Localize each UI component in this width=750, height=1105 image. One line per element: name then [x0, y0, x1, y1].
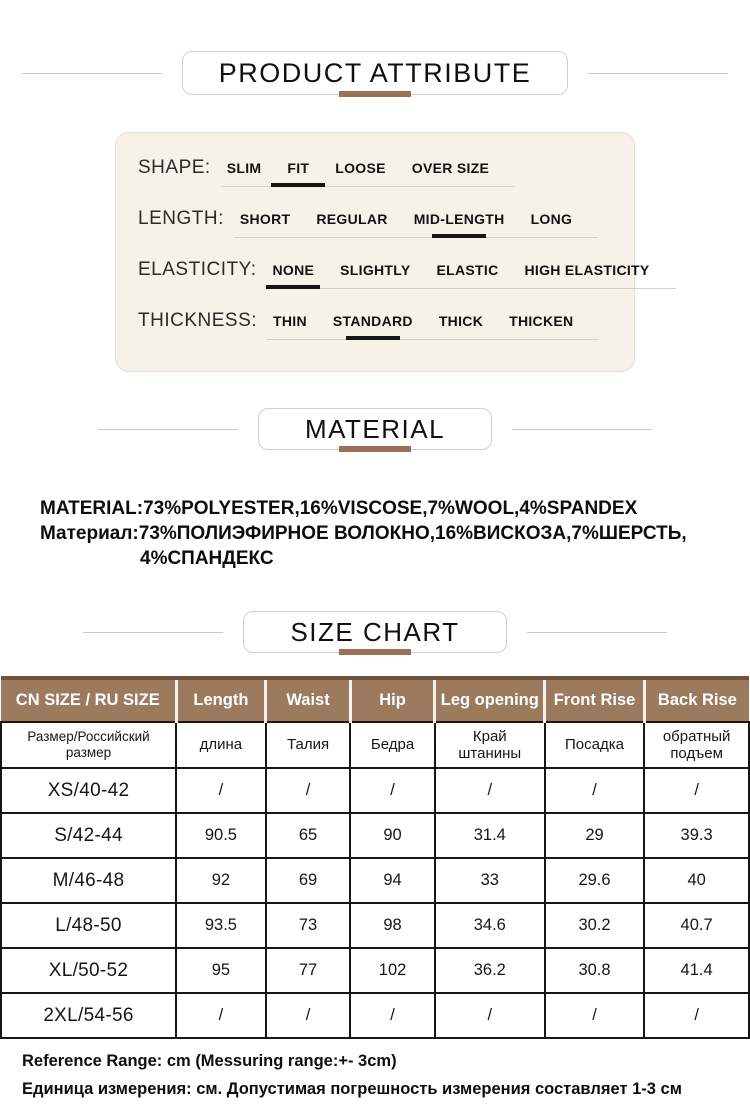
value-cell: 95	[176, 948, 266, 993]
option-over-size: OVER SIZE	[411, 160, 490, 176]
table-row-s	[1, 813, 749, 858]
material-composition	[0, 496, 750, 571]
value-cell: 94	[350, 858, 435, 903]
value-cell: 92	[176, 858, 266, 903]
value-cell: /	[545, 768, 644, 813]
section-header-product-attribute	[0, 51, 750, 95]
attribute-label-thickness: THICKNESS:	[138, 310, 258, 331]
option-none-selected: NONE	[272, 262, 315, 278]
col-header-size-ru: Размер/Российский размер	[1, 722, 176, 768]
value-cell: 102	[350, 948, 435, 993]
material-value-ru: 73%ПОЛИЭФИРНОЕ ВОЛОКНО,16%ВИСКОЗА,7%ШЕРСТЬ,	[138, 523, 687, 544]
value-cell: 41.4	[644, 948, 749, 993]
value-cell: 36.2	[435, 948, 545, 993]
col-header-hip: Hip	[350, 678, 435, 722]
attribute-options-length	[234, 211, 598, 238]
value-cell: /	[545, 993, 644, 1038]
value-cell: /	[266, 768, 351, 813]
value-cell: 40.7	[644, 903, 749, 948]
value-cell: 31.4	[435, 813, 545, 858]
value-cell: 29	[545, 813, 644, 858]
material-line-ru	[40, 521, 750, 546]
value-cell: 30.8	[545, 948, 644, 993]
option-regular: REGULAR	[316, 211, 388, 227]
table-row-2xl	[1, 993, 749, 1038]
option-slightly: SLIGHTLY	[340, 262, 411, 278]
col-header-waist: Waist	[266, 678, 351, 722]
option-short: SHORT	[239, 211, 291, 227]
value-cell: 73	[266, 903, 351, 948]
table-row-m	[1, 858, 749, 903]
material-label-en: MATERIAL:	[40, 498, 144, 519]
table-header-row-ru	[1, 722, 749, 768]
col-header-hip-ru: Бедра	[350, 722, 435, 768]
option-high-elasticity: HIGH ELASTICITY	[524, 262, 650, 278]
size-cell: XS/40-42	[1, 768, 176, 813]
col-header-size: CN SIZE / RU SIZE	[1, 678, 176, 722]
table-row-xl	[1, 948, 749, 993]
value-cell: 90	[350, 813, 435, 858]
value-cell: /	[350, 768, 435, 813]
col-header-waist-ru: Талия	[266, 722, 351, 768]
value-cell: /	[435, 768, 545, 813]
section-header-size-chart	[0, 611, 750, 653]
divider-line-left	[98, 429, 238, 430]
divider-line-left	[22, 73, 162, 74]
attribute-label-shape: SHAPE:	[138, 157, 211, 178]
value-cell: 90.5	[176, 813, 266, 858]
option-thicken: THICKEN	[509, 313, 574, 329]
col-header-back-rise-ru: обратный подъем	[644, 722, 749, 768]
value-cell: 69	[266, 858, 351, 903]
section-title-product-attribute: PRODUCT ATTRIBUTE	[182, 51, 569, 95]
col-header-front-rise: Front Rise	[545, 678, 644, 722]
value-cell: 93.5	[176, 903, 266, 948]
value-cell: 65	[266, 813, 351, 858]
attribute-row-elasticity	[138, 259, 650, 289]
attribute-row-thickness	[138, 310, 620, 340]
value-cell: /	[644, 993, 749, 1038]
product-detail-page	[0, 51, 750, 1099]
attribute-box	[115, 132, 650, 372]
table-row-l	[1, 903, 749, 948]
attribute-options-thickness	[267, 313, 599, 340]
attribute-label-elasticity: ELASTICITY:	[138, 259, 257, 280]
value-cell: 33	[435, 858, 545, 903]
option-thick: THICK	[438, 313, 484, 329]
option-slim: SLIM	[226, 160, 262, 176]
col-header-length-ru: длина	[176, 722, 266, 768]
divider-line-right	[512, 429, 652, 430]
table-row-xs	[1, 768, 749, 813]
size-cell: XL/50-52	[1, 948, 176, 993]
value-cell: 34.6	[435, 903, 545, 948]
measurement-notes	[22, 1052, 750, 1099]
col-header-front-rise-ru: Посадка	[545, 722, 644, 768]
option-mid-length-selected: MID-LENGTH	[413, 211, 505, 227]
option-fit-selected: FIT	[287, 160, 310, 176]
value-cell: 39.3	[644, 813, 749, 858]
reference-range-ru: Единица измерения: см. Допустимая погрешность измерения составляет 1-3 см	[22, 1080, 682, 1098]
value-cell: 98	[350, 903, 435, 948]
col-header-length: Length	[176, 678, 266, 722]
value-cell: /	[644, 768, 749, 813]
value-cell: /	[176, 993, 266, 1038]
section-title-size-chart: SIZE CHART	[243, 611, 506, 653]
value-cell: 29.6	[545, 858, 644, 903]
option-standard-selected: STANDARD	[332, 313, 413, 329]
col-header-leg-opening-ru: Край штанины	[435, 722, 545, 768]
reference-range-en: Reference Range: cm (Messuring range:+- 3cm)	[22, 1052, 397, 1070]
value-cell: 40	[644, 858, 749, 903]
material-value-en: 73%POLYESTER,16%VISCOSE,7%WOOL,4%SPANDEX	[143, 498, 638, 519]
value-cell: /	[435, 993, 545, 1038]
attribute-row-shape	[138, 157, 620, 187]
option-long: LONG	[530, 211, 573, 227]
size-chart-table	[0, 676, 750, 1039]
value-cell: /	[350, 993, 435, 1038]
value-cell: 77	[266, 948, 351, 993]
size-cell: S/42-44	[1, 813, 176, 858]
size-cell: 2XL/54-56	[1, 993, 176, 1038]
divider-line-right	[588, 73, 728, 74]
attribute-options-elasticity	[266, 262, 675, 289]
divider-line-right	[527, 632, 667, 633]
material-line-en	[40, 496, 750, 521]
attribute-row-length	[138, 208, 620, 238]
col-header-leg-opening: Leg opening	[435, 678, 545, 722]
option-elastic: ELASTIC	[436, 262, 499, 278]
attribute-options-shape	[221, 160, 515, 187]
value-cell: /	[176, 768, 266, 813]
size-cell: M/46-48	[1, 858, 176, 903]
value-cell: /	[266, 993, 351, 1038]
section-title-material: MATERIAL	[258, 408, 492, 450]
option-thin: THIN	[273, 313, 307, 329]
col-header-back-rise: Back Rise	[644, 678, 749, 722]
option-loose: LOOSE	[335, 160, 386, 176]
divider-line-left	[83, 632, 223, 633]
table-header-row-en	[1, 678, 749, 722]
material-line-ru-cont: 4%СПАНДЕКС	[140, 548, 274, 569]
value-cell: 30.2	[545, 903, 644, 948]
size-cell: L/48-50	[1, 903, 176, 948]
section-header-material	[0, 408, 750, 450]
material-label-ru: Материал:	[40, 523, 139, 544]
attribute-label-length: LENGTH:	[138, 208, 224, 229]
